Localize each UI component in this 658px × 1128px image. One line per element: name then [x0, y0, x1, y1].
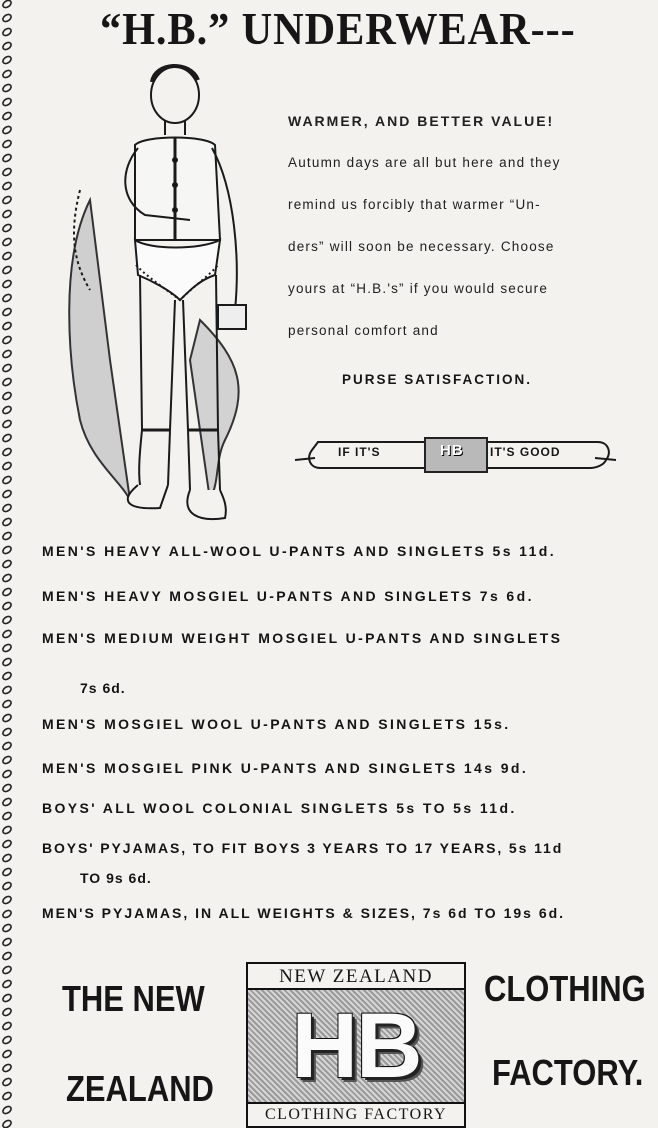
price-list-item: MEN'S MEDIUM WEIGHT MOSGIEL U-PANTS AND SINGLETS — [42, 630, 563, 646]
hb-logo — [246, 962, 466, 1128]
footer-clothing: CLOTHING — [484, 968, 646, 1009]
price-list-item-continuation: 7s 6d. — [80, 680, 126, 696]
price-list-item: BOYS' ALL WOOL COLONIAL SINGLETS 5s TO 5s 11d. — [42, 800, 517, 816]
intro-lead: WARMER, AND BETTER VALUE! — [288, 113, 555, 129]
intro-line: remind us forcibly that warmer “Un- — [288, 197, 541, 212]
price-list-item: MEN'S HEAVY ALL-WOOL U-PANTS AND SINGLETS 5s 11d. — [42, 543, 557, 559]
price-list-item-continuation: TO 9s 6d. — [80, 870, 152, 886]
price-list-item: MEN'S MOSGIEL WOOL U-PANTS AND SINGLETS 15s. — [42, 716, 511, 732]
footer-zealand: ZEALAND — [66, 1068, 214, 1109]
price-list-item: MEN'S HEAVY MOSGIEL U-PANTS AND SINGLETS 7s 6d. — [42, 588, 534, 604]
logo-hb-letters: HB — [291, 995, 421, 1097]
intro-line: ders” will soon be necessary. Choose — [288, 239, 555, 254]
banner-text-left: IF IT'S — [338, 445, 381, 459]
banner-text-right: IT'S GOOD — [490, 445, 561, 459]
banner-hb-mark: HB — [440, 442, 464, 459]
price-list-item: BOYS' PYJAMAS, TO FIT BOYS 3 YEARS TO 17 YEARS, 5s 11d — [42, 840, 564, 856]
intro-line: Autumn days are all but here and they — [288, 155, 561, 170]
logo-new-zealand: NEW ZEALAND — [248, 964, 464, 990]
footer-the-new: THE NEW — [62, 978, 205, 1019]
purse-satisfaction: PURSE SATISFACTION. — [342, 372, 533, 387]
intro-line: personal comfort and — [288, 323, 439, 338]
footer-factory: FACTORY. — [492, 1052, 644, 1093]
logo-clothing-factory: CLOTHING FACTORY — [248, 1102, 464, 1126]
price-list-item: MEN'S MOSGIEL PINK U-PANTS AND SINGLETS 14s 9d. — [42, 760, 529, 776]
intro-line: yours at “H.B.'s” if you would secure — [288, 281, 549, 296]
headline: “H.B.” UNDERWEAR--- — [100, 3, 576, 54]
price-list-item: MEN'S PYJAMAS, IN ALL WEIGHTS & SIZES, 7s 6d TO 19s 6d. — [42, 905, 566, 921]
